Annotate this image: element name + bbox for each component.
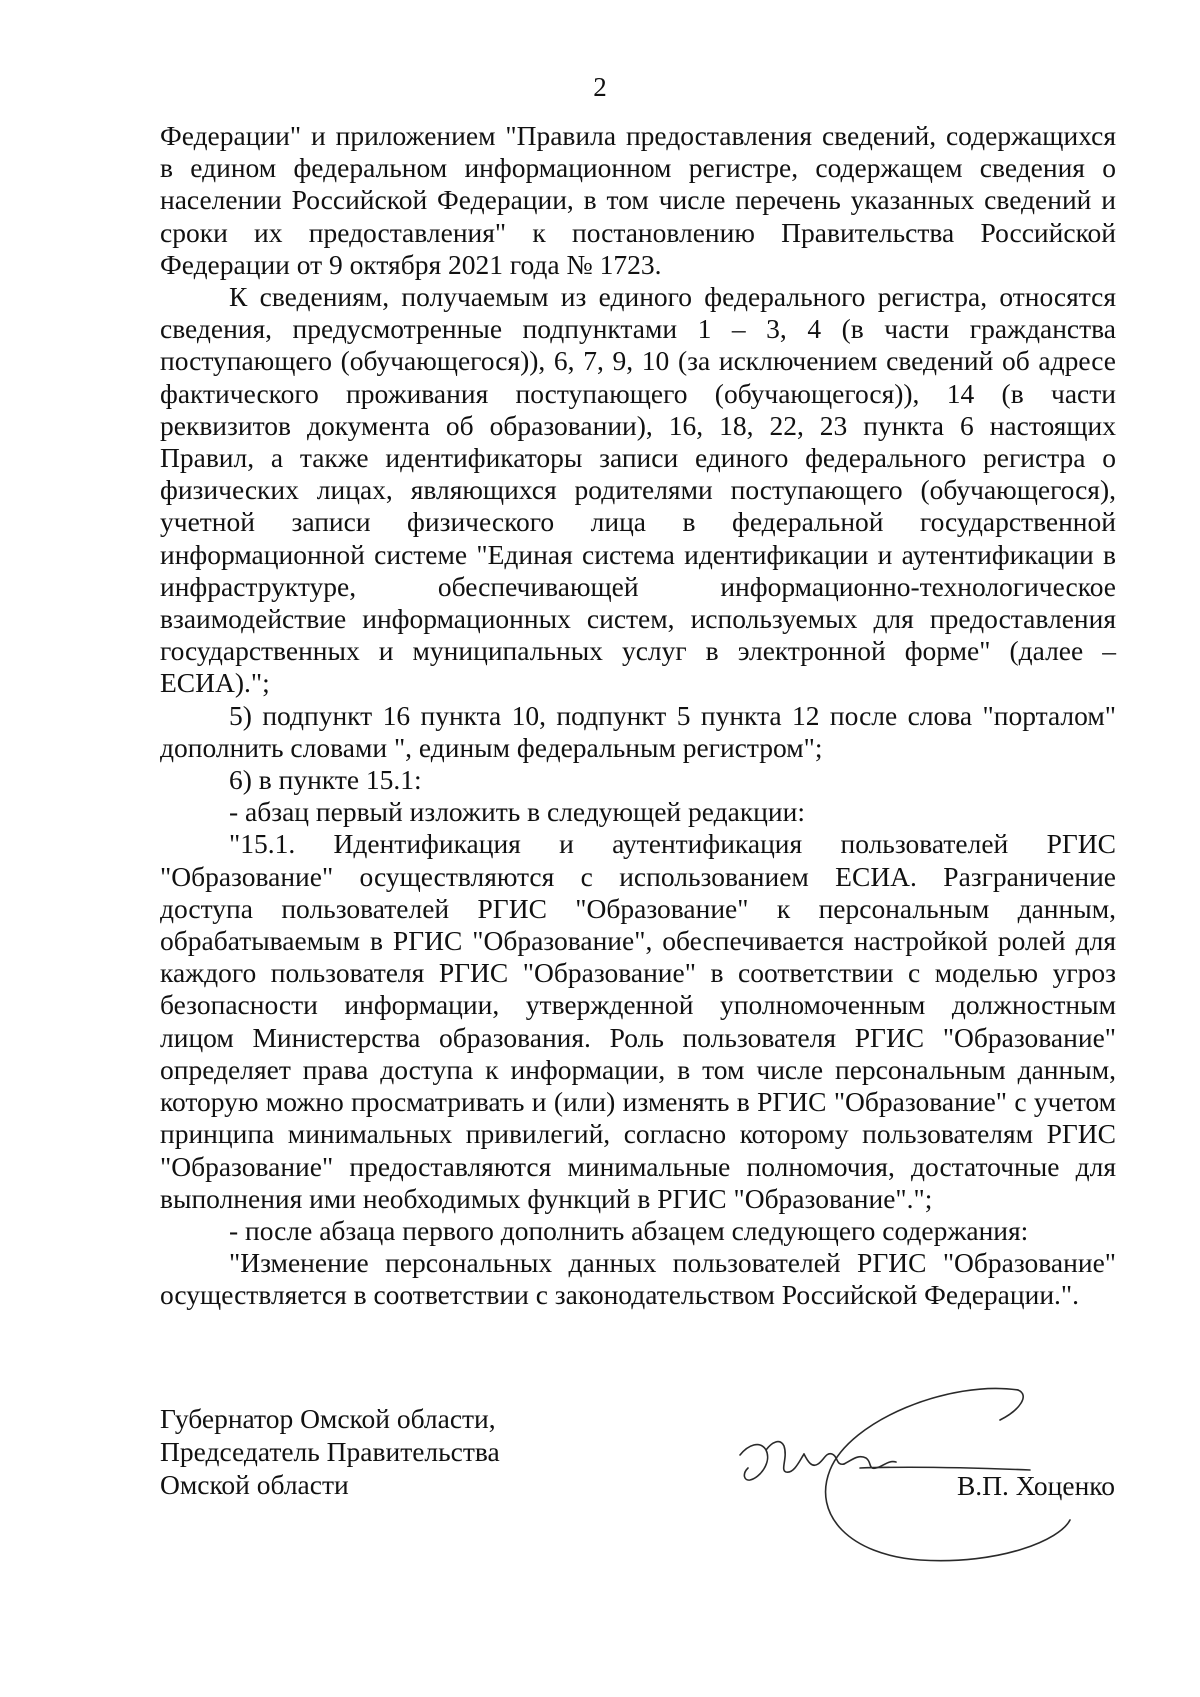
paragraph-first-abzac: - абзац первый изложить в следующей редакции:: [229, 796, 805, 828]
signer-name: В.П. Хоценко: [956, 1470, 1115, 1501]
paragraph-item-6: 6) в пункте 15.1:: [229, 764, 422, 796]
handwritten-signature-icon: [700, 1350, 1130, 1580]
paragraph-registry-info: К сведениям, получаемым из единого федерального регистра, относятся сведения, предусмотренные подпунктами 1 – 3, 4 (в части гражданства поступающего (обучающегося)), 6, 7, 9, 10 (за исключением сведений об адресе фактического проживания поступающего (обучающегося)), 14 (в части реквизитов документа об образовании), 16, 18, 22, 23 пункта 6 настоящих Правил, а также идентификаторы записи единого федерального регистра о физических лицах, являющихся родителями поступающего (обучающегося), учетной записи физического лица в федеральной государственной информационной системе "Единая система идентификации и аутентификации в инфраструктуре, обеспечивающей информационно-технологическое взаимодействие информационных систем, используемых для предоставления государственных и муниципальных услуг в электронной форме" (далее – ЕСИА).";: [160, 281, 1116, 699]
document-body: [160, 120, 1116, 1312]
paragraph-15-1: "15.1. Идентификация и аутентификация пользователей РГИС "Образование" осуществляются с использованием ЕСИА. Разграничение доступа пользователей РГИС "Образование" к персональным данным, обрабатываемым в РГИС "Образование", обеспечивается настройкой ролей для каждого пользователя РГИС "Образование" в соответствии с моделью угроз безопасности информации, утвержденной уполномоченным должностным лицом Министерства образования. Роль пользователя РГИС "Образование" определяет права доступа к информации, в том числе персональным данным, которую можно просматривать и (или) изменять в РГИС "Образование" с учетом принципа минимальных привилегий, согласно которому пользователям РГИС "Образование" предоставляются минимальные полномочия, достаточные для выполнения ими необходимых функций в РГИС "Образование".";: [160, 828, 1116, 1214]
paragraph-item-5: 5) подпункт 16 пункта 10, подпункт 5 пункта 12 после слова "порталом" дополнить словами ", единым федеральным регистром";: [160, 699, 1116, 763]
signer-position-line-3: Омской области: [160, 1469, 349, 1500]
signer-position-line-1: Губернатор Омской области,: [160, 1403, 496, 1434]
paragraph-continuation: Федерации" и приложением "Правила предоставления сведений, содержащихся в едином федеральном информационном регистре, содержащем сведения о населении Российской Федерации, в том числе перечень указанных сведений и сроки их предоставления" к постановлению Правительства Российской Федерации от 9 октября 2021 года № 1723.: [160, 120, 1116, 280]
paragraph-change-data: "Изменение персональных данных пользователей РГИС "Образование" осуществляется в соответствии с законодательством Российской Федерации.".: [160, 1247, 1116, 1311]
paragraph-after-first: - после абзаца первого дополнить абзацем следующего содержания:: [229, 1214, 1029, 1246]
signer-position-line-2: Председатель Правительства: [160, 1436, 500, 1467]
page-number: 2: [593, 72, 607, 102]
